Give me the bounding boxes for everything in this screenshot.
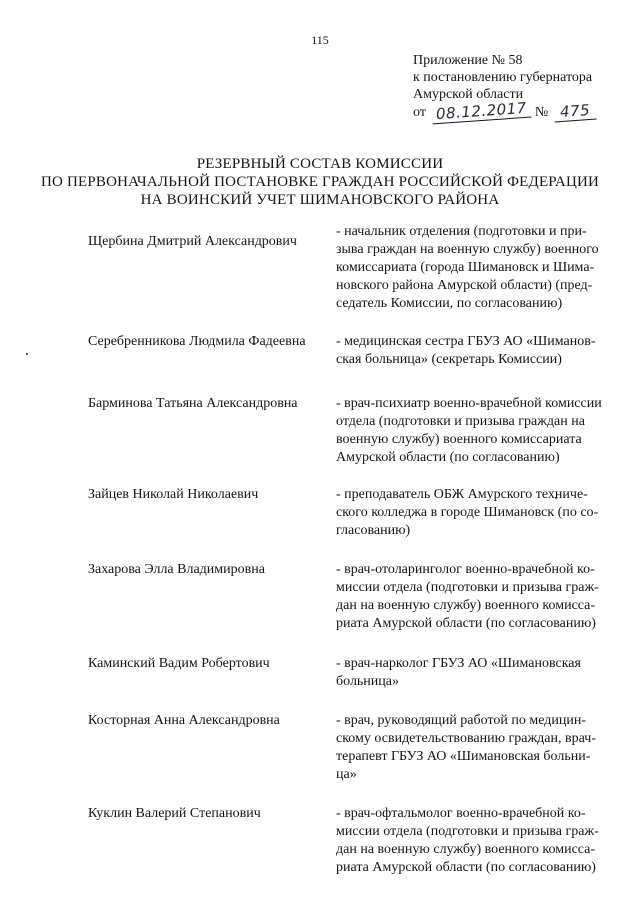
member-name: Серебренникова Людмила Фадеевна xyxy=(88,334,306,349)
member-name: Косторная Анна Александровна xyxy=(88,713,280,728)
role-line: дан на военную службу) военного комисса- xyxy=(336,598,596,613)
appendix-header xyxy=(413,52,633,124)
page-number: 115 xyxy=(311,33,329,47)
role-line: - врач-офтальмолог военно-врачебной ко- xyxy=(336,806,586,821)
role-line: седатель Комиссии, по согласованию) xyxy=(336,296,563,311)
member-entry xyxy=(88,395,608,467)
member-entry xyxy=(88,655,608,691)
member-role xyxy=(336,395,608,467)
member-entry xyxy=(88,561,608,633)
appendix-date-line xyxy=(413,98,633,124)
role-line: новского района Амурской области) (пред- xyxy=(336,278,593,293)
role-line: скому освидетельствованию граждан, врач- xyxy=(336,731,596,746)
role-line: - начальник отделения (подготовки и при- xyxy=(336,224,587,239)
appendix-region: Амурской области xyxy=(413,87,524,102)
scan-artifact xyxy=(26,353,28,355)
role-line: дан на военную службу) военного комисса- xyxy=(336,842,596,857)
role-line: миссии отдела (подготовки и призыва граж- xyxy=(336,824,599,839)
role-line: гласованию) xyxy=(336,523,411,538)
member-entry xyxy=(88,712,608,784)
date-prefix: от xyxy=(413,105,426,120)
number-sign: № xyxy=(534,105,549,120)
role-line: отдела (подготовки и призыва граждан на xyxy=(336,414,585,429)
member-entry xyxy=(88,333,608,369)
role-line: - врач-нарколог ГБУЗ АО «Шимановская xyxy=(336,656,581,671)
role-line: зыва граждан на военную службу) военного xyxy=(336,242,599,257)
member-role xyxy=(336,805,608,877)
member-role xyxy=(336,655,608,691)
appendix-decree-ref: к постановлению губернатора xyxy=(413,70,593,85)
document-title xyxy=(0,155,640,209)
title-line-2: ПО ПЕРВОНАЧАЛЬНОЙ ПОСТАНОВКЕ ГРАЖДАН РОССИЙСКОЙ ФЕДЕРАЦИИ xyxy=(40,174,600,190)
role-line: риата Амурской области (по согласованию) xyxy=(336,616,596,631)
role-line: ского колледжа в городе Шимановск (по со- xyxy=(336,505,599,520)
member-list xyxy=(88,223,608,877)
role-line: - врач-психиатр военно-врачебной комиссии xyxy=(336,396,602,411)
member-name: Барминова Татьяна Александровна xyxy=(88,396,298,411)
role-line: терапевт ГБУЗ АО «Шимановская больни- xyxy=(336,749,591,764)
member-entry xyxy=(88,486,608,540)
member-name: Куклин Валерий Степанович xyxy=(88,806,261,821)
appendix-number: Приложение № 58 xyxy=(413,53,523,68)
member-entry xyxy=(88,805,608,877)
role-line: - врач-отоларинголог военно-врачебной ко- xyxy=(336,562,595,577)
member-role xyxy=(336,333,608,369)
role-line: ца» xyxy=(336,767,357,782)
member-name: Щербина Дмитрий Александрович xyxy=(88,234,297,249)
role-line: миссии отдела (подготовки и призыва граж- xyxy=(336,580,599,595)
role-line: больница» xyxy=(336,674,399,689)
handwritten-date: 08.12.2017 xyxy=(432,100,532,125)
role-line: - медицинская сестра ГБУЗ АО «Шиманов- xyxy=(336,334,596,349)
handwritten-number: 475 xyxy=(553,102,596,123)
member-role xyxy=(336,486,608,540)
member-role xyxy=(336,223,608,313)
member-name: Каминский Вадим Робертович xyxy=(88,656,270,671)
title-line-1: РЕЗЕРВНЫЙ СОСТАВ КОМИССИИ xyxy=(196,156,444,172)
role-line: военную службу) военного комиссариата xyxy=(336,432,582,447)
role-line: комиссариата (города Шимановск и Шима- xyxy=(336,260,595,275)
role-line: - врач, руководящий работой по медицин- xyxy=(336,713,587,728)
role-line: Амурской области (по согласованию) xyxy=(336,450,560,465)
member-role xyxy=(336,561,608,633)
member-role xyxy=(336,712,608,784)
role-line: риата Амурской области (по согласованию) xyxy=(336,860,596,875)
role-line: - преподаватель ОБЖ Амурского техниче- xyxy=(336,487,588,502)
title-line-3: НА ВОИНСКИЙ УЧЕТ ШИМАНОВСКОГО РАЙОНА xyxy=(140,192,500,208)
role-line: ская больница» (секретарь Комиссии) xyxy=(336,352,562,367)
member-entry xyxy=(88,223,608,313)
member-name: Зайцев Николай Николаевич xyxy=(88,487,259,502)
member-name: Захарова Элла Владимировна xyxy=(88,562,265,577)
